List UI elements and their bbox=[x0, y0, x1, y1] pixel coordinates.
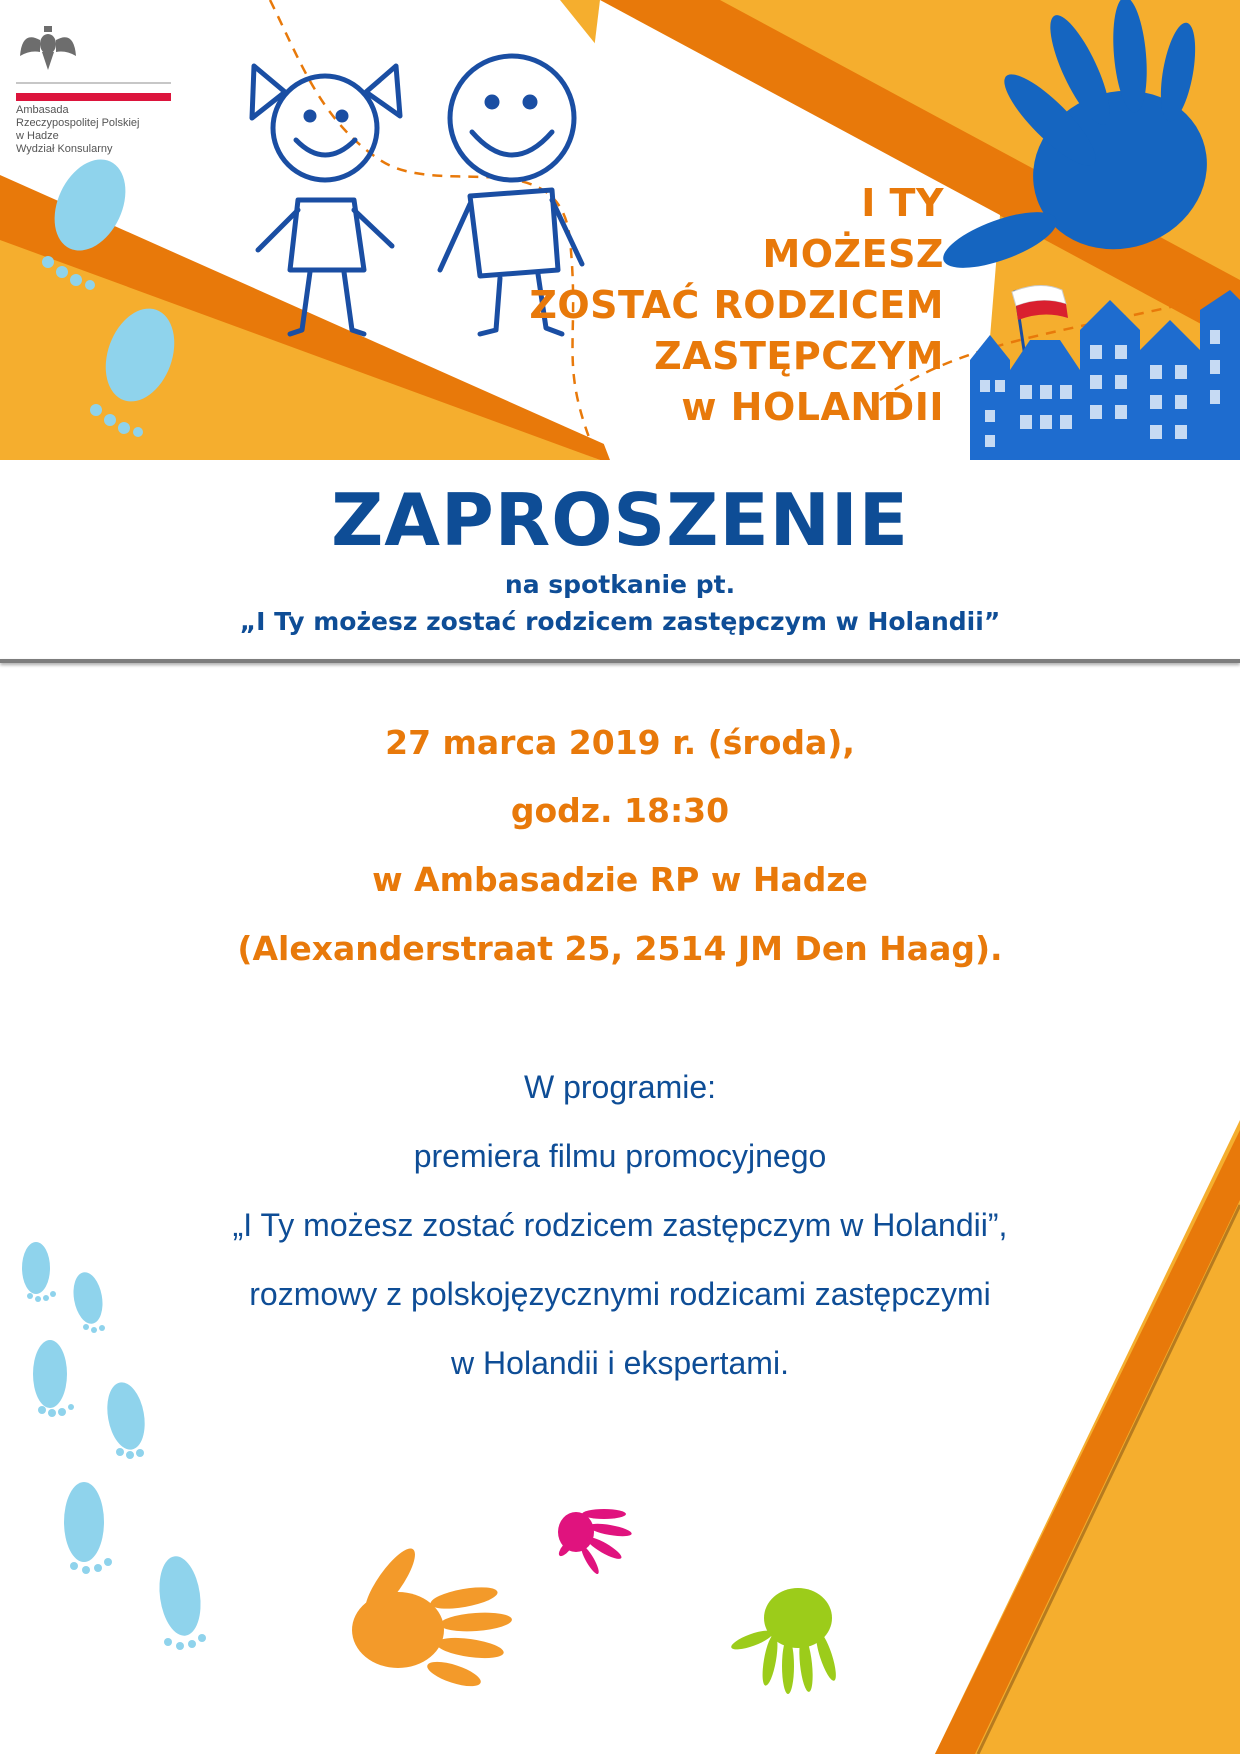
banner-headline bbox=[529, 178, 944, 433]
handprint-icon bbox=[352, 1542, 513, 1691]
handprint-icon bbox=[557, 1509, 633, 1576]
embassy-line: Wydział Konsularny bbox=[16, 143, 113, 155]
invitation-subtitle: na spotkanie pt. bbox=[504, 570, 736, 599]
embassy-line: w Hadze bbox=[16, 130, 59, 142]
handprint-icon bbox=[729, 1588, 839, 1694]
program-item: rozmowy z polskojęzycznymi rodzicami zastępczymi bbox=[249, 1276, 991, 1312]
stick-figure-girl-icon bbox=[252, 66, 400, 334]
event-address: (Alexanderstraat 25, 2514 JM Den Haag). bbox=[237, 929, 1003, 968]
embassy-line: Ambasada bbox=[16, 104, 69, 116]
headline-line: MOŻESZ bbox=[762, 232, 944, 276]
program-item: w Holandii i ekspertami. bbox=[451, 1345, 789, 1381]
headline-line: I TY bbox=[861, 181, 944, 225]
invitation-event-name: „I Ty możesz zostać rodzicem zastępczym w Holandii” bbox=[239, 607, 1001, 636]
program-item: „I Ty możesz zostać rodzicem zastępczym w Holandii”, bbox=[232, 1207, 1008, 1243]
emblem-divider-red bbox=[16, 93, 171, 101]
embassy-line: Rzeczypospolitej Polskiej bbox=[16, 117, 140, 129]
emblem-divider-white bbox=[16, 82, 171, 84]
event-venue: w Ambasadzie RP w Hadze bbox=[372, 860, 868, 899]
program-heading: W programie: bbox=[523, 1069, 717, 1105]
program-item: premiera filmu promocyjnego bbox=[413, 1138, 827, 1174]
headline-line: w HOLANDII bbox=[681, 385, 944, 429]
header-banner bbox=[0, 0, 1240, 460]
invitation-title: ZAPROSZENIE bbox=[331, 478, 909, 562]
event-time: godz. 18:30 bbox=[510, 791, 730, 830]
embassy-label bbox=[16, 104, 176, 156]
event-date: 27 marca 2019 r. (środa), bbox=[385, 723, 855, 762]
polish-eagle-emblem-icon bbox=[20, 26, 76, 70]
headline-line: ZOSTAĆ RODZICEM bbox=[529, 283, 944, 327]
headline-line: ZASTĘPCZYM bbox=[654, 334, 944, 378]
